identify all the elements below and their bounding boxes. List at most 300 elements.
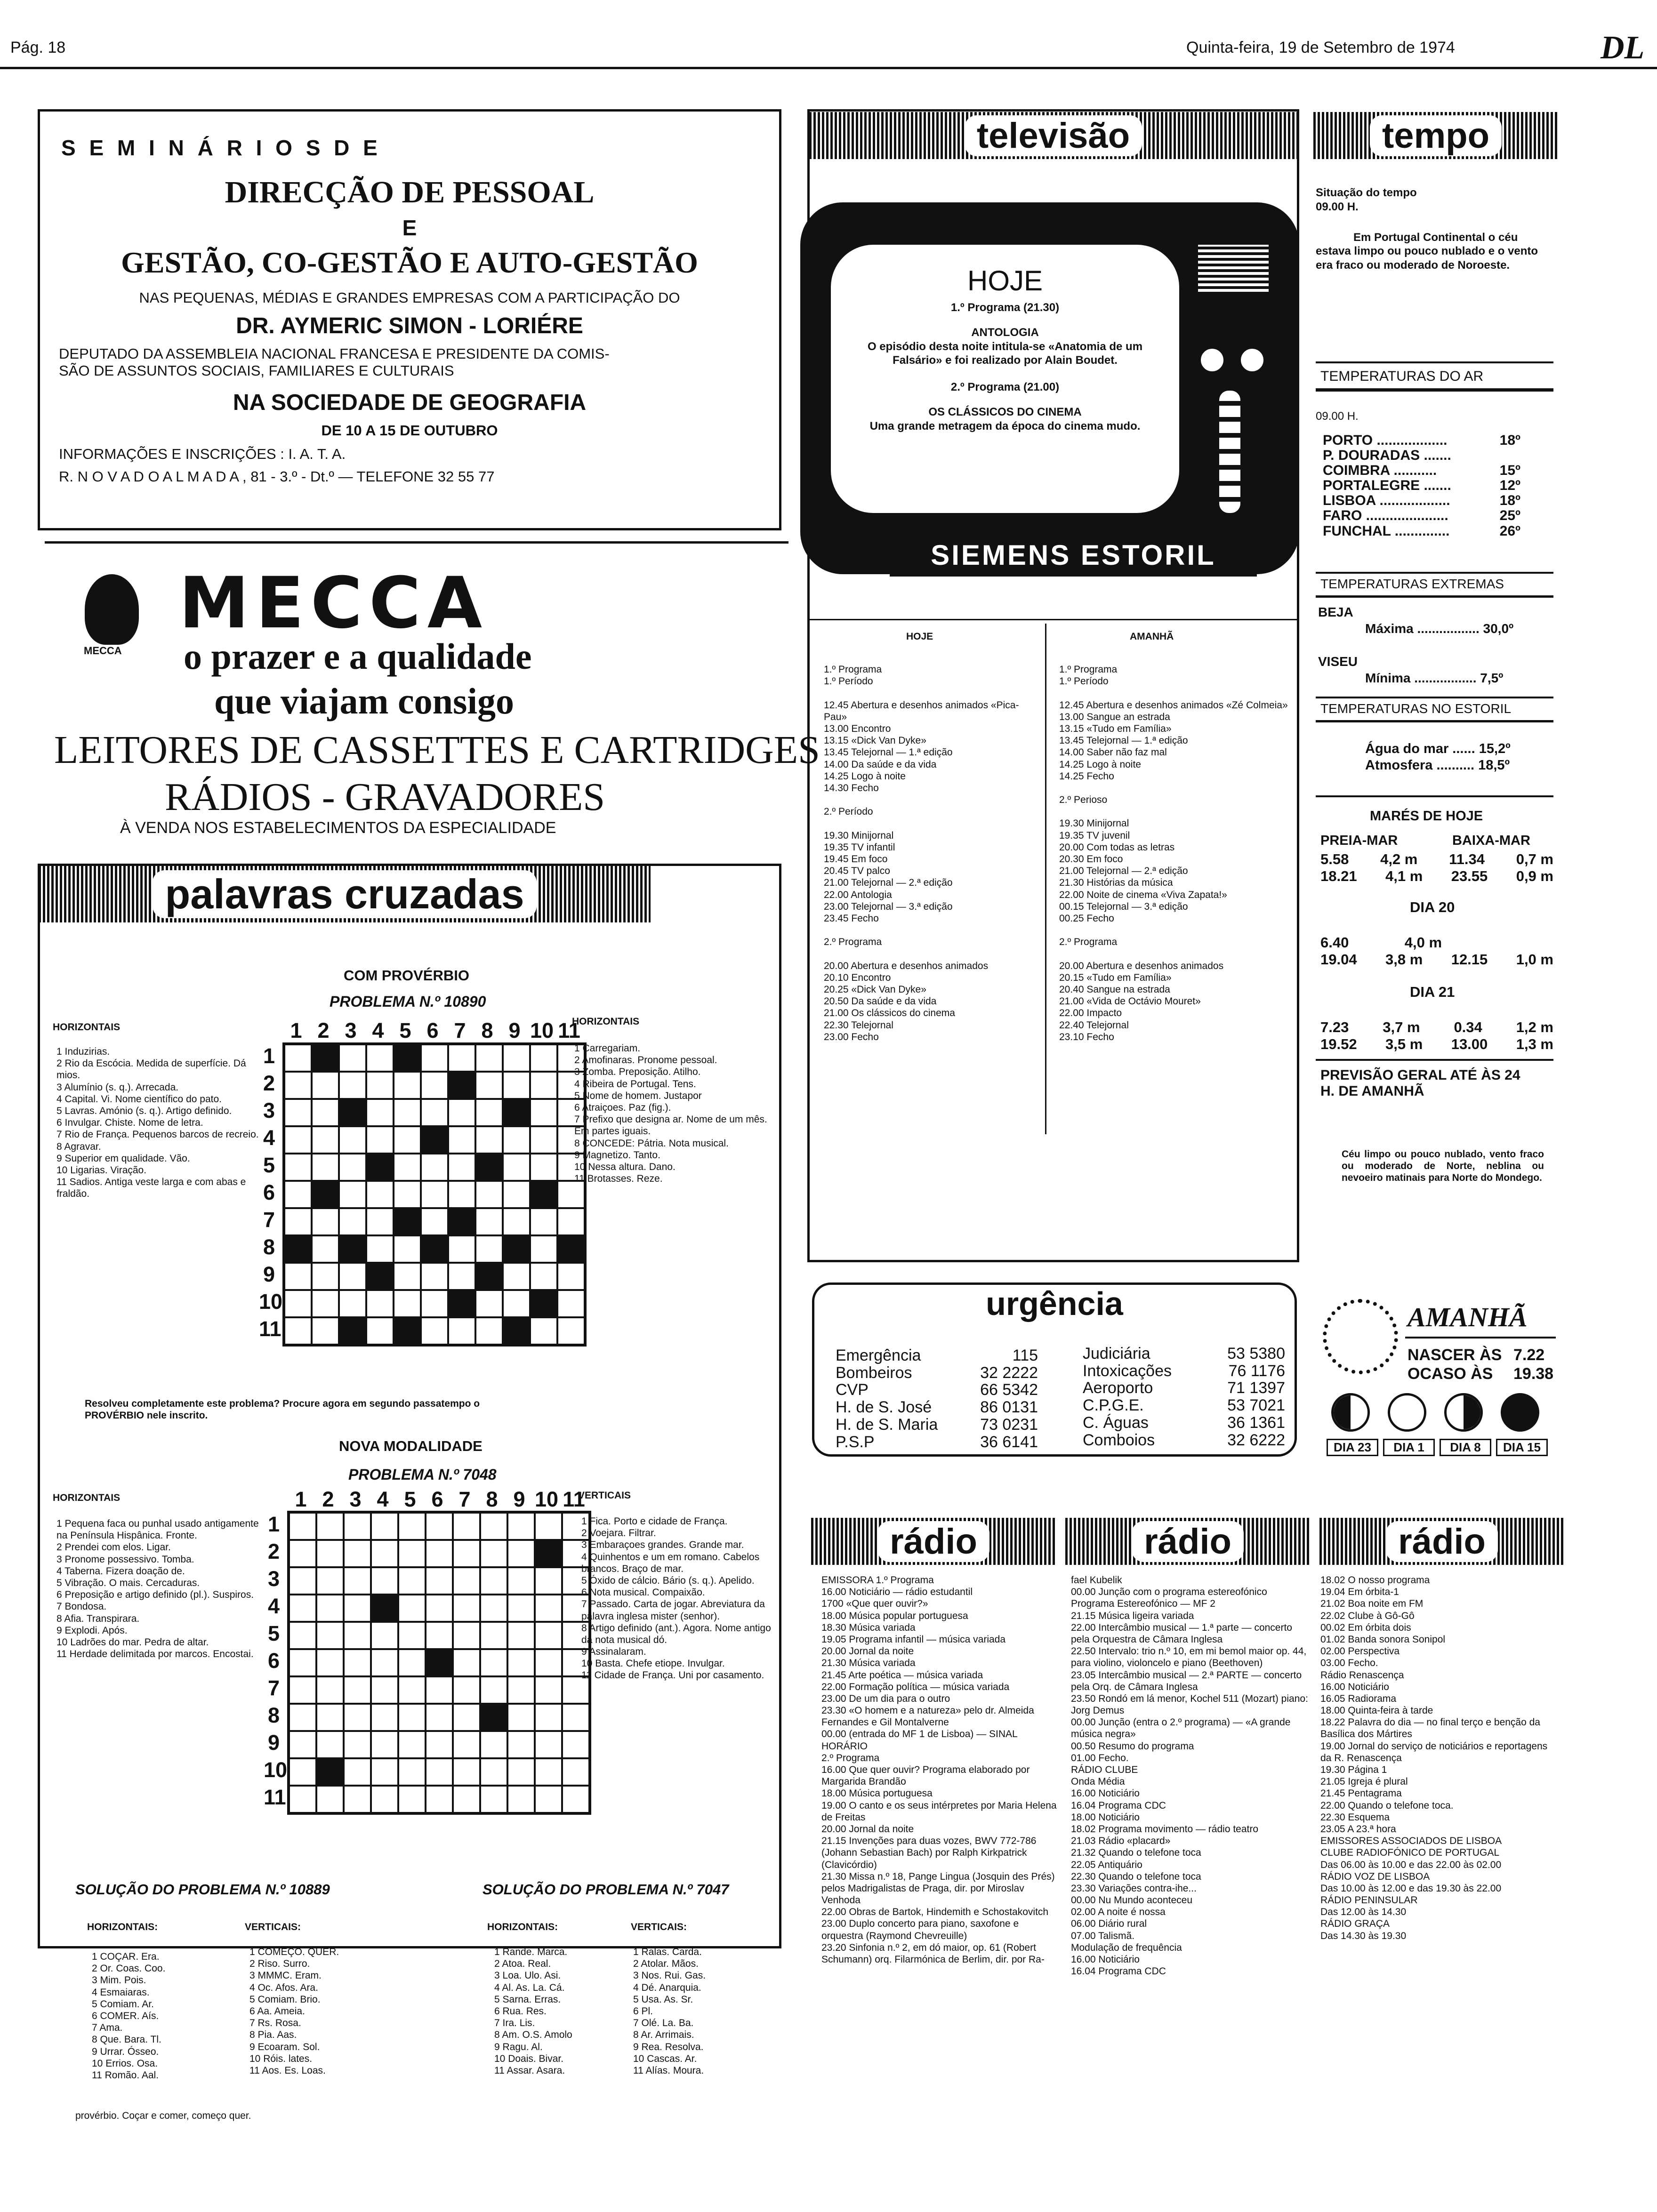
crossword-cell[interactable] <box>366 1044 394 1072</box>
crossword-cell[interactable] <box>398 1786 426 1813</box>
crossword-cell[interactable] <box>557 1235 585 1263</box>
crossword-cell[interactable] <box>316 1786 344 1813</box>
crossword-cell[interactable] <box>426 1676 453 1704</box>
clue-item: 1 Pequena faca ou punhal usado antigamente na Península Hispânica. Fronte. <box>56 1518 259 1541</box>
tide-row: 5.58 4,2 m 11.34 0,7 m <box>1320 851 1553 867</box>
radio-band-1-label: rádio <box>877 1521 989 1562</box>
crossword-cell[interactable] <box>480 1704 507 1731</box>
crossword-cell[interactable] <box>289 1758 316 1786</box>
crossword-cell[interactable] <box>371 1649 398 1676</box>
crossword-cell[interactable] <box>426 1513 453 1540</box>
crossword-cell[interactable] <box>398 1649 426 1676</box>
solution-item: 5 Comiam. Ar. <box>92 1998 154 2010</box>
tv-schedule-item: 14.00 Da saúde e da vida <box>824 759 937 770</box>
urgencia-row: H. de S. José 86 0131 <box>836 1398 1038 1417</box>
sol2-h-heading: HORIZONTAIS: <box>487 1922 558 1932</box>
clue-item: 8 Agravar. <box>56 1141 101 1152</box>
crossword-cell[interactable] <box>284 1072 312 1099</box>
crossword-cell[interactable] <box>398 1513 426 1540</box>
crossword-cell[interactable] <box>535 1513 562 1540</box>
crossword-cell[interactable] <box>371 1758 398 1786</box>
crossword-cell[interactable] <box>535 1731 562 1758</box>
crossword-cell[interactable] <box>453 1540 480 1567</box>
crossword-cell[interactable] <box>503 1208 530 1235</box>
tv-schedule-tomorrow <box>1059 664 1295 1043</box>
crossword-cell[interactable] <box>421 1317 448 1345</box>
crossword-cell[interactable] <box>503 1317 530 1345</box>
crossword-cell[interactable] <box>366 1072 394 1099</box>
tv-schedule-item: 22.00 Antologia <box>824 889 892 900</box>
crossword-cell[interactable] <box>344 1676 371 1704</box>
solution-item: 7 Rs. Rosa. <box>249 2018 301 2029</box>
crossword-cell[interactable] <box>507 1622 535 1649</box>
crossword-cell[interactable] <box>366 1317 394 1345</box>
clue-item: 9 Magnetizo. Tanto. <box>574 1149 660 1161</box>
seminar-ad <box>38 109 781 530</box>
crossword-cell[interactable] <box>421 1099 448 1126</box>
tv-schedule-item: 14.25 Fecho <box>1059 770 1114 782</box>
crossword-cell[interactable] <box>312 1044 339 1072</box>
crossword-cell[interactable] <box>316 1676 344 1704</box>
crossword-cell[interactable] <box>339 1317 366 1345</box>
crossword-cell[interactable] <box>312 1263 339 1290</box>
crossword-cell[interactable] <box>339 1072 366 1099</box>
crossword-cell[interactable] <box>503 1290 530 1317</box>
crossword-cell[interactable] <box>480 1513 507 1540</box>
crossword-cell[interactable] <box>398 1540 426 1567</box>
crossword-cell[interactable] <box>448 1290 475 1317</box>
crossword-cell[interactable] <box>480 1758 507 1786</box>
crossword-cell[interactable] <box>507 1731 535 1758</box>
crossword-cell[interactable] <box>284 1263 312 1290</box>
crossword-cell[interactable] <box>530 1263 557 1290</box>
radio-schedule-item: 22.00 Quando o telefone toca. <box>1320 1800 1454 1811</box>
crossword-cell[interactable] <box>475 1208 503 1235</box>
crossword-cell[interactable] <box>339 1044 366 1072</box>
urgencia-row: C.P.G.E. 53 7021 <box>1083 1396 1285 1415</box>
crossword-cell[interactable] <box>503 1263 530 1290</box>
radio-schedule-item: Programa Estereofónico — MF 2 <box>1071 1598 1215 1610</box>
crossword-cell[interactable] <box>366 1263 394 1290</box>
radio-schedule-item: Modulação de frequência <box>1071 1942 1182 1953</box>
crossword-cell[interactable] <box>421 1072 448 1099</box>
crossword-cell[interactable] <box>339 1126 366 1154</box>
crossword-cell[interactable] <box>448 1154 475 1181</box>
tempo-band-label: tempo <box>1370 115 1502 156</box>
crossword-cell[interactable] <box>344 1622 371 1649</box>
crossword-cell[interactable] <box>507 1676 535 1704</box>
crossword-cell[interactable] <box>453 1649 480 1676</box>
crossword-cell[interactable] <box>453 1595 480 1622</box>
crossword-cell[interactable] <box>398 1676 426 1704</box>
crossword-cell[interactable] <box>475 1126 503 1154</box>
clue-item: 5 Óxido de cálcio. Bário (s. q.). Apelido. <box>581 1575 755 1586</box>
crossword-cell[interactable] <box>448 1181 475 1208</box>
crossword-cell[interactable] <box>339 1154 366 1181</box>
crossword-cell[interactable] <box>535 1704 562 1731</box>
radio-schedule-item: 22.00 Intercâmbio musical — 1.ª parte — concerto pela Orquestra de Câmara Inglesa <box>1071 1622 1292 1645</box>
tide-row: 7.23 3,7 m 0.34 1,2 m <box>1320 1019 1553 1035</box>
crossword-cell[interactable] <box>475 1263 503 1290</box>
radio-schedule-item: 18.00 Noticiário <box>1071 1811 1140 1823</box>
crossword-cell[interactable] <box>371 1513 398 1540</box>
crossword-cell[interactable] <box>426 1595 453 1622</box>
crossword-cell[interactable] <box>475 1181 503 1208</box>
crossword-cell[interactable] <box>394 1072 421 1099</box>
crossword-cell[interactable] <box>312 1126 339 1154</box>
crossword-cell[interactable] <box>421 1263 448 1290</box>
crossword-cell[interactable] <box>316 1731 344 1758</box>
crossword-cell[interactable] <box>453 1513 480 1540</box>
crossword-cell[interactable] <box>339 1208 366 1235</box>
crossword-cell[interactable] <box>289 1595 316 1622</box>
tempo-viseu: VISEU <box>1318 654 1358 669</box>
crossword-cell[interactable] <box>366 1235 394 1263</box>
crossword-cell[interactable] <box>284 1317 312 1345</box>
crossword-cell[interactable] <box>339 1099 366 1126</box>
crossword-cell[interactable] <box>530 1290 557 1317</box>
solution-item: 10 Róis. lates. <box>249 2053 313 2064</box>
tv-schedule-today <box>824 664 1040 1043</box>
crossword-cell[interactable] <box>535 1622 562 1649</box>
crossword-cell[interactable] <box>562 1786 589 1813</box>
tide-row: 18.21 4,1 m 23.55 0,9 m <box>1320 868 1553 884</box>
crossword-cell[interactable] <box>503 1072 530 1099</box>
radio-schedule-item: 22.30 Esquema <box>1320 1811 1390 1823</box>
crossword-cell[interactable] <box>312 1317 339 1345</box>
crossword-cell[interactable] <box>344 1649 371 1676</box>
crossword-cell[interactable] <box>475 1235 503 1263</box>
crossword-cell[interactable] <box>344 1786 371 1813</box>
crossword-cell[interactable] <box>507 1513 535 1540</box>
crossword-cell[interactable] <box>480 1567 507 1595</box>
crossword-cell[interactable] <box>316 1649 344 1676</box>
crossword-cell[interactable] <box>562 1704 589 1731</box>
tempo-preiamar: PREIA-MAR <box>1320 833 1398 848</box>
tempo-mares: MARÉS DE HOJE <box>1370 809 1483 824</box>
crossword-cell[interactable] <box>289 1513 316 1540</box>
radio-schedule-item: 21.05 Igreja é plural <box>1320 1776 1408 1787</box>
crossword-cell[interactable] <box>448 1317 475 1345</box>
crossword-cell[interactable] <box>562 1758 589 1786</box>
crossword-cell[interactable] <box>475 1099 503 1126</box>
crossword-cell[interactable] <box>453 1567 480 1595</box>
crossword-cell[interactable] <box>366 1208 394 1235</box>
crossword-cell[interactable] <box>530 1072 557 1099</box>
tv-band <box>809 112 1297 159</box>
crossword-cell[interactable] <box>535 1676 562 1704</box>
crossword-cell[interactable] <box>339 1235 366 1263</box>
crossword-cell[interactable] <box>284 1154 312 1181</box>
seminar-line-4: GESTÃO, CO-GESTÃO E AUTO-GESTÃO <box>121 246 698 279</box>
crossword-cell[interactable] <box>398 1758 426 1786</box>
crossword-cell[interactable] <box>530 1099 557 1126</box>
crossword-cell[interactable] <box>289 1622 316 1649</box>
crossword-cell[interactable] <box>312 1235 339 1263</box>
solution-item: 9 Urrar. Ósseo. <box>92 2046 159 2057</box>
crossword-cell[interactable] <box>394 1181 421 1208</box>
tv-schedule-item: 13.45 Telejornal — 1.ª edição <box>824 747 953 758</box>
crossword-cell[interactable] <box>394 1208 421 1235</box>
crossword-cell[interactable] <box>503 1126 530 1154</box>
crossword-cell[interactable] <box>394 1263 421 1290</box>
crossword-cell[interactable] <box>426 1704 453 1731</box>
crossword-cell[interactable] <box>557 1263 585 1290</box>
crossword-cell[interactable] <box>507 1567 535 1595</box>
crossword-cell[interactable] <box>316 1704 344 1731</box>
crossword-cell[interactable] <box>530 1126 557 1154</box>
crossword-cell[interactable] <box>421 1126 448 1154</box>
crossword-cell[interactable] <box>398 1622 426 1649</box>
crossword-cell[interactable] <box>366 1181 394 1208</box>
crossword-cell[interactable] <box>503 1154 530 1181</box>
crossword-cell[interactable] <box>503 1181 530 1208</box>
crossword-cell[interactable] <box>366 1126 394 1154</box>
crossword-cell[interactable] <box>507 1649 535 1676</box>
crossword-grid-1[interactable] <box>282 1042 587 1346</box>
crossword-cell[interactable] <box>371 1704 398 1731</box>
crossword-cell[interactable] <box>453 1704 480 1731</box>
clue-item: 7 Rio de França. Pequenos barcos de recreio. <box>56 1129 259 1140</box>
crossword-cell[interactable] <box>480 1786 507 1813</box>
crossword-cell[interactable] <box>344 1595 371 1622</box>
crossword-cell[interactable] <box>448 1072 475 1099</box>
crossword-cell[interactable] <box>530 1235 557 1263</box>
crossword-cell[interactable] <box>503 1235 530 1263</box>
crossword-cell[interactable] <box>535 1567 562 1595</box>
tv-schedule-item: 1.º Período <box>824 676 873 687</box>
crossword-cell[interactable] <box>312 1099 339 1126</box>
crossword-cell[interactable] <box>398 1704 426 1731</box>
crossword-cell[interactable] <box>453 1731 480 1758</box>
tempo-dia20: DIA 20 <box>1410 899 1455 915</box>
clue-item: 3 Zomba. Preposição. Atilho. <box>574 1066 701 1078</box>
urgencia-row: Judiciária 53 5380 <box>1083 1345 1285 1362</box>
crossword-cell[interactable] <box>398 1731 426 1758</box>
crossword-cell[interactable] <box>289 1540 316 1567</box>
crossword-cell[interactable] <box>530 1317 557 1345</box>
mecca-line-5: À VENDA NOS ESTABELECIMENTOS DA ESPECIALIDADE <box>120 819 556 837</box>
crossword-cell[interactable] <box>289 1649 316 1676</box>
radio-schedule-item: 02.00 Perspectiva <box>1320 1646 1400 1657</box>
crossword-cell[interactable] <box>480 1649 507 1676</box>
tv-program-1: 1.º Programa (21.30) <box>950 301 1060 314</box>
crossword-cell[interactable] <box>426 1731 453 1758</box>
crossword-cell[interactable] <box>535 1540 562 1567</box>
crossword-cell[interactable] <box>344 1540 371 1567</box>
crossword-cell[interactable] <box>316 1540 344 1567</box>
crossword-cell[interactable] <box>475 1290 503 1317</box>
crossword-cell[interactable] <box>480 1540 507 1567</box>
crossword-cell[interactable] <box>480 1595 507 1622</box>
tv-schedule-item: 1.º Programa <box>824 664 882 675</box>
proverbio: provérbio. Coçar e comer, começo quer. <box>75 2110 251 2121</box>
crossword-cell[interactable] <box>421 1208 448 1235</box>
crossword-cell[interactable] <box>316 1595 344 1622</box>
crossword-cell[interactable] <box>366 1290 394 1317</box>
crossword-cell[interactable] <box>453 1622 480 1649</box>
crossword-cell[interactable] <box>426 1649 453 1676</box>
crossword-cell[interactable] <box>284 1235 312 1263</box>
crossword-grid-2[interactable] <box>287 1511 591 1815</box>
crossword-cell[interactable] <box>312 1154 339 1181</box>
crossword-cell[interactable] <box>371 1731 398 1758</box>
crossword-cell[interactable] <box>426 1540 453 1567</box>
crossword-cell[interactable] <box>426 1758 453 1786</box>
crossword-cell[interactable] <box>480 1622 507 1649</box>
crossword-cell[interactable] <box>421 1044 448 1072</box>
crossword-cell[interactable] <box>530 1208 557 1235</box>
radio-schedule-item: 16.00 Noticiário <box>1071 1788 1140 1799</box>
crossword-cell[interactable] <box>480 1731 507 1758</box>
crossword-cell[interactable] <box>339 1290 366 1317</box>
crossword-cell[interactable] <box>448 1208 475 1235</box>
crossword-cell[interactable] <box>316 1622 344 1649</box>
crossword-cell[interactable] <box>394 1317 421 1345</box>
solution-item: 5 Sarna. Erras. <box>494 1994 561 2005</box>
crossword-cell[interactable] <box>453 1676 480 1704</box>
crossword-cell[interactable] <box>289 1676 316 1704</box>
crossword-cell[interactable] <box>366 1099 394 1126</box>
crossword-cell[interactable] <box>394 1044 421 1072</box>
crossword-cell[interactable] <box>507 1704 535 1731</box>
crossword-cell[interactable] <box>284 1290 312 1317</box>
crossword-cell[interactable] <box>371 1540 398 1567</box>
tv-schedule-item: 21.00 Os clássicos do cinema <box>824 1008 955 1019</box>
crossword-cell[interactable] <box>475 1072 503 1099</box>
crossword-cell[interactable] <box>312 1181 339 1208</box>
crossword-cell[interactable] <box>344 1567 371 1595</box>
crossword-cell[interactable] <box>284 1181 312 1208</box>
tempo-max: Máxima ................. 30,0º <box>1365 621 1514 636</box>
clue-item: 1 Carregariam. <box>574 1043 641 1054</box>
crossword-cell[interactable] <box>475 1154 503 1181</box>
crossword-cell[interactable] <box>503 1099 530 1126</box>
crossword-cell[interactable] <box>507 1595 535 1622</box>
crossword-cell[interactable] <box>530 1044 557 1072</box>
tempo-hour: 09.00 H. <box>1316 410 1359 423</box>
crossword-cell[interactable] <box>448 1235 475 1263</box>
tv-schedule-item: 12.45 Abertura e desenhos animados «Zé Colmeia» <box>1059 699 1288 711</box>
crossword-cell[interactable] <box>398 1595 426 1622</box>
crossword-cell[interactable] <box>535 1649 562 1676</box>
crossword-cell[interactable] <box>426 1786 453 1813</box>
tempo-temperatures <box>1323 433 1520 539</box>
crossword-cell[interactable] <box>371 1786 398 1813</box>
crossword-cell[interactable] <box>426 1622 453 1649</box>
crossword-cell[interactable] <box>344 1731 371 1758</box>
crossword-cell[interactable] <box>448 1126 475 1154</box>
radio-schedule-item: 23.20 Sinfonia n.º 2, em dó maior, op. 61 (Robert Schumann) orq. Filarmónica de Berlim, dir. por Ra- <box>821 1942 1045 1965</box>
crossword-cell[interactable] <box>507 1758 535 1786</box>
crossword-cell[interactable] <box>535 1595 562 1622</box>
crossword-cell[interactable] <box>289 1786 316 1813</box>
crossword-cell[interactable] <box>312 1072 339 1099</box>
radio-band-1 <box>811 1518 1056 1565</box>
crossword-cell[interactable] <box>535 1758 562 1786</box>
crossword-cell[interactable] <box>421 1235 448 1263</box>
crossword-cell[interactable] <box>312 1290 339 1317</box>
crossword-cell[interactable] <box>344 1758 371 1786</box>
crossword-cell[interactable] <box>344 1704 371 1731</box>
crossword-cell[interactable] <box>284 1044 312 1072</box>
crossword-cell[interactable] <box>316 1567 344 1595</box>
crossword-cell[interactable] <box>426 1567 453 1595</box>
crossword-cell[interactable] <box>371 1622 398 1649</box>
tempo-nascer: NASCER ÀS <box>1408 1346 1502 1364</box>
tv-screen-title: HOJE <box>967 265 1043 297</box>
crossword-cell[interactable] <box>394 1290 421 1317</box>
crossword-cell[interactable] <box>480 1676 507 1704</box>
crossword-cell[interactable] <box>371 1595 398 1622</box>
crossword-cell[interactable] <box>394 1126 421 1154</box>
seminar-line-9: NA SOCIEDADE DE GEOGRAFIA <box>233 390 587 415</box>
crossword-cell[interactable] <box>344 1513 371 1540</box>
crossword-cell[interactable] <box>289 1567 316 1595</box>
crossword-cell[interactable] <box>339 1181 366 1208</box>
crossword-cell[interactable] <box>557 1290 585 1317</box>
radio-schedule-item: RÁDIO PENINSULAR <box>1320 1895 1418 1906</box>
crossword-cell[interactable] <box>421 1154 448 1181</box>
crossword-cell[interactable] <box>475 1044 503 1072</box>
crossword-cell[interactable] <box>394 1154 421 1181</box>
crossword-cell[interactable] <box>339 1263 366 1290</box>
tv-schedule-item: 22.30 Telejornal <box>824 1019 893 1031</box>
crossword-cell[interactable] <box>316 1758 344 1786</box>
crossword-cell[interactable] <box>421 1181 448 1208</box>
crossword-cell[interactable] <box>475 1317 503 1345</box>
crossword-cell[interactable] <box>448 1263 475 1290</box>
crossword-cell[interactable] <box>530 1181 557 1208</box>
crossword-cell[interactable] <box>394 1235 421 1263</box>
solution-title-1: SOLUÇÃO DO PROBLEMA N.º 10889 <box>75 1881 330 1898</box>
crossword-cell[interactable] <box>448 1099 475 1126</box>
crossword-cell[interactable] <box>448 1044 475 1072</box>
crossword-cell[interactable] <box>503 1044 530 1072</box>
crossword-problem-2: PROBLEMA N.º 7048 <box>348 1466 497 1483</box>
crossword-cell[interactable] <box>557 1317 585 1345</box>
crossword-cell[interactable] <box>535 1786 562 1813</box>
crossword-cell[interactable] <box>371 1676 398 1704</box>
crossword-cell[interactable] <box>394 1099 421 1126</box>
crossword-cell[interactable] <box>453 1786 480 1813</box>
radio-schedule-item: 21.15 Música ligeira variada <box>1071 1610 1194 1621</box>
crossword-cell[interactable] <box>284 1099 312 1126</box>
clues-horizontal-2 <box>56 1518 264 1660</box>
crossword-cell[interactable] <box>398 1567 426 1595</box>
crossword-cell[interactable] <box>284 1126 312 1154</box>
crossword-cell[interactable] <box>289 1731 316 1758</box>
crossword-cell[interactable] <box>284 1208 312 1235</box>
radio-schedule-item: 22.00 Formação política — música variada <box>821 1681 1010 1692</box>
crossword-cell[interactable] <box>507 1540 535 1567</box>
radio-schedule-item: 1700 «Que quer ouvir?» <box>821 1598 928 1610</box>
crossword-cell[interactable] <box>289 1704 316 1731</box>
crossword-cell[interactable] <box>557 1208 585 1235</box>
crossword-cell[interactable] <box>507 1786 535 1813</box>
crossword-cell[interactable] <box>366 1154 394 1181</box>
crossword-cell[interactable] <box>312 1208 339 1235</box>
crossword-cell[interactable] <box>453 1758 480 1786</box>
crossword-cell[interactable] <box>421 1290 448 1317</box>
crossword-cell[interactable] <box>557 1181 585 1208</box>
tv-schedule-item <box>1059 687 1295 699</box>
crossword-cell[interactable] <box>371 1567 398 1595</box>
radio-schedule-item: 18.22 Palavra do dia — no final terço e benção da Basílica dos Mártires <box>1320 1717 1540 1740</box>
crossword-cell[interactable] <box>316 1513 344 1540</box>
crossword-cell[interactable] <box>562 1731 589 1758</box>
crossword-cell[interactable] <box>530 1154 557 1181</box>
